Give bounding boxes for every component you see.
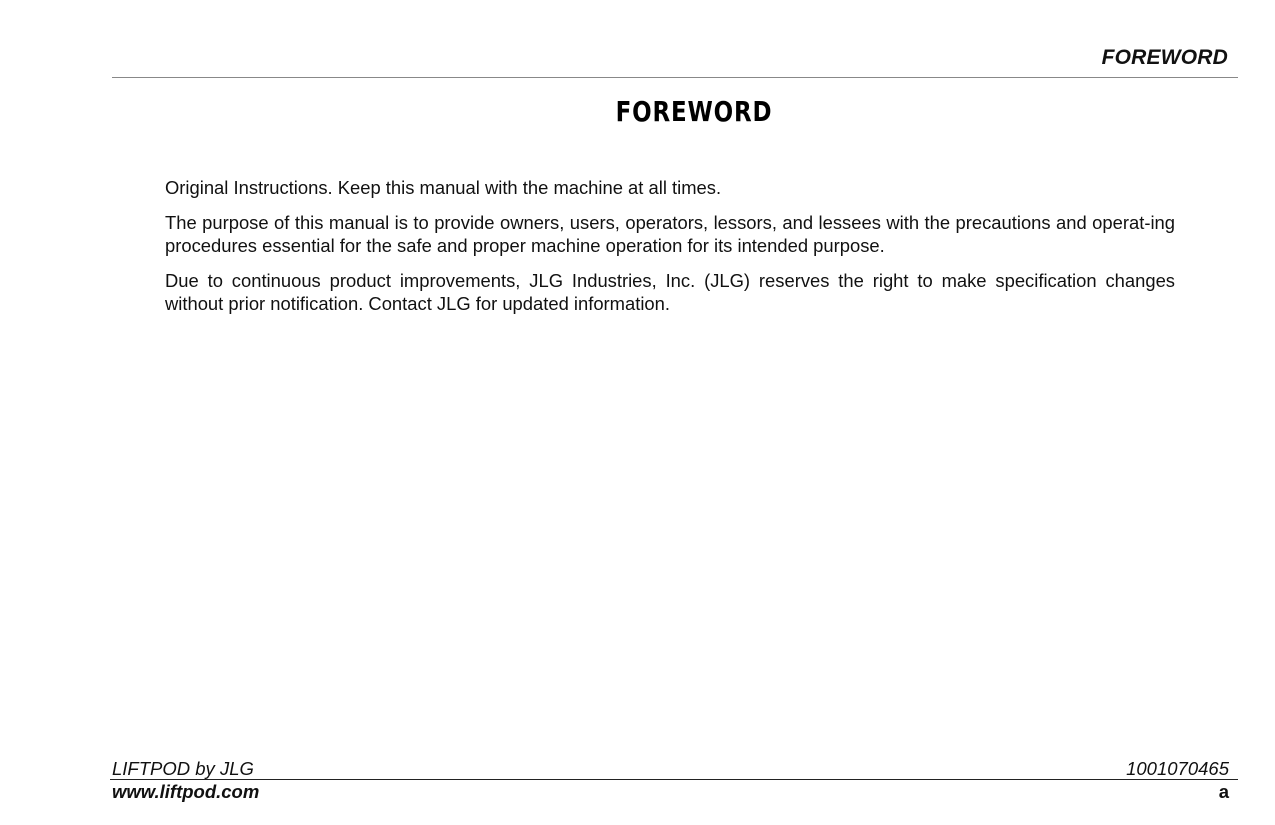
paragraph-original-instructions: Original Instructions. Keep this manual with the machine at all times. [165,177,722,198]
footer-part-number: 1001070465 [1126,758,1229,779]
header-divider [112,77,1238,78]
paragraph-purpose: The purpose of this manual is to provide owners, users, operators, lessors, and lessees with the precautions and operat-ing procedures essential for the safe and proper machine operation for its intended purpose. [165,212,1175,256]
running-header-title: FOREWORD [1101,46,1228,69]
footer-page-number: a [1218,781,1229,802]
footer-product-name: LIFTPOD by JLG [112,758,254,779]
footer-website-link[interactable]: www.liftpod.com [112,781,260,802]
page-title: FOREWORD [615,95,773,128]
body-content [165,176,1175,327]
paragraph-product-improvements: Due to continuous product improvements, JLG Industries, Inc. (JLG) reserves the right to make specification changes without prior notification. Contact JLG for updated information. [165,270,1175,314]
footer-divider [110,779,1238,780]
